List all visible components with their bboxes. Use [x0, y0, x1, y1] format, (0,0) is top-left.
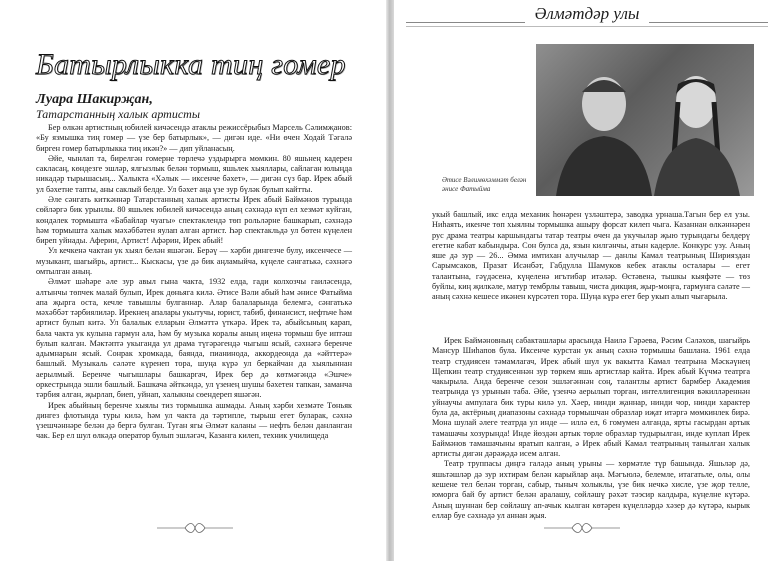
author-name: Луара Шакирҗан,: [36, 92, 153, 107]
paragraph: укый башлый, икс елда механик һөнәрен үзләштерә, заводка урнаша.Тагын бер ел узы. Ниһаять, икенче төп хыялны тормышка ашыру форсат килеп чыга. Казаннан өлкәннәрен рус драма театры каршындагы татар театры өчен да укучылар җыю турындагы белдерү егетне кабат кабындыра. Сон булса да, язын килгәнчы, атын кадерле. Конкурс узу. Аның яше дә зур — 26... Әмма имтихан алучылар — данлы Камал театрының Ширияздан Сарымсаков, Празат Исәнбәт, Габдулла Шамуков кебек атаклы осталары — егет талантына, гәүдәсенә, күңеленә игътибар итәләр. Өстәвенә, тышкы кыяфәте — төз буйлы, киң җилкәле, матур тембрлы тавыш, чиста дикция, җыр-моңга, гармунга сәләте — аның сәхнә кешесе икәнен күрсәтеп тора. Шуңа күрә егет бер укып алып чыгарыла.: [432, 210, 750, 302]
right-body-text-lower: [432, 336, 750, 521]
page-ornament-icon: [542, 521, 622, 535]
paragraph: Әле сәнгать киткәннәр Татарстанның халык артисты Ирек абый Баймәнов турында сөйләргә бик урынлы. 80 яшьлек юбилей кичәсендә аның сәхнәдә күп ел хезмәт куйган, көндәлек тормышта «Бабайлар чуагы» спектаклендә төп рольләрне башкарып, сәхнәдә һәм тормышта халык мәхәббәтен яулап алган артист. Һәр спектакльдә ул бөтен күңелен биреп уйнады. Аферин, Артист! Афәрин, Ирек абый!: [36, 194, 352, 246]
family-photo: [536, 44, 754, 196]
paragraph: Театр труппасы диңгә галәдә аның урыны — хөрмәтле түр башында. Яшьләр дә, яшьтәшләр дә зур ихтирам белән карыйлар аңа. Мәгъюлә, белемле, итагатьле, олы, олы кешене тел белән торган, сабыр, тыныч холыклы, үзе бик нечкә хисле, үзе җор телле, юморга бай бу артист белән аралашу, сөйләшү рәхәт тәэсир калдыра, күңелне күтәрә. Аның шуннан бер сөйләшү ап-ачык кылган көтәрен күңелләрдә хәзер дә күтәрә, кырык еллар буе сәхнәдә ул аннан җыя.: [432, 459, 750, 520]
paragraph: Әлмәт шәһәре әле зур авыл гына чакта, 1932 елда, гади колхозчы гаиләсендә, алтынчы төпчек малай булып, Ирек дөньяга килә. Әтисе Вәли абый һәм әнисе Фатыйма апа җырга оста, кечле тавышлы булганнар. Алар балаларында белемгә, сәнгатькә мәхәббәт тәрбиялиләр. Ирекнең апалары укытучы, юрист, табиб, финансист, нефтьче һәм артист булып китә. Ул балалык елларын Әлмәттә үткәрә. Ирек тә, абыйсының карап, бала чакта ук кулына гармун ала, һәм бу музыка коралы аның иңенә тормыш буе иптәш булып калган. Мәктәптә укыганда ул драма түгәрәгендә чыгыш ясый, сәхнәгә беренче адымнарын ясый. Сонрак хромкада, баянда, пианинода, аккордеонда да «әйттерә» башлый. Музыкаль сәләте күренеп тора, шуңа күрә ул беркайчан да хыялыннан аерылмый. Беренче чыгышлары башкаргач, Ирек бер дә көтмәгәндә «Эшче» оркестрында эшли башлый. Башкача әйткәндә, ул үзенең шушы бәхетен тапкан, заманча тәрбия алган, җырлап, биеп, уйнап, халыкны сөендереп яшәгән.: [36, 277, 352, 400]
page-ornament-icon: [155, 521, 235, 535]
photo-caption: Әтисе Вәлимөхәммәт белән әнисе Фатыйма: [442, 176, 527, 193]
paragraph: Әйе, чынлап та, бирелгән гомерне төрлечә уздырырга мөмкин. 80 яшьнең кадерен сакласаң, көндезге эшләр, ялгызлык белән тормыш, яшьлек хыяллары, сайлаган юлыңда никадәр тырышасың... Халыкта «Хәлык — иксенче бәхет», — дигән сүз бар. Ирек абый ул бәхетне тапты, аны саклый белде. Ул бәхет аңа үзе зур бүләк булып кайтты.: [36, 153, 352, 194]
paragraph: Ул кечкенә чактан ук хыял белән яшәгән. Берәү — хәрби дингезче булу, иксенчесе — музыкант, шагыйрь, артист... Кыскасы, үзе дә бик аңламыйча, күңеле сәнгатькә, сәхнәгә омтылган аның.: [36, 246, 352, 276]
paragraph: Бер өлкән артистның юбилей кичәсендә атаклы режиссёрыбыз Марсель Сәлимҗанов: «Бу язмышка тиң гомер — үзе бер батырлык», — дигән иде. «Ни өчен Ходай Тәгалә бирген гомер батырлыкка тиң икән?» — дип уйланасың.: [36, 123, 352, 153]
right-body-text-upper: [432, 210, 750, 303]
paragraph: Ирек абыйның беренче хыялы тиз тормышка ашмады. Аның хәрби хезмәте Төньяк дингез флотында туры килә, һәм ул чакта да тәртипле, тырыш егет буларак, сәхнә үзешчәннәре белән дә бергә булган. Туган ягы Әлмәт каланы — нефть белән данланган чак. Бер ел шул өлкәдә оператор булып эшләгәч, Казанга килеп, техник училищеда: [36, 400, 352, 441]
left-body-text: [36, 123, 352, 442]
author-role: Татарстанның халык артисты: [36, 107, 200, 121]
running-head: Әлмәтдәр улы: [394, 4, 780, 24]
book-gutter: [386, 0, 394, 561]
header-rule: [406, 26, 768, 27]
paragraph: Ирек Баймәновның сабакташлары арасында Наилә Гәрәева, Рәсим Сәләхов, шагыйрь Мансур Шиһапов була. Иксенче курстан ук аның сәхнә тормышы башлана. 1961 елда театр студиясен тәмамлагач, Ирек абый шул ук вакытта Камал театрына Мәскәүнең Щепкин театр студиясеннән зур төркем яшь артистлар кайта. Ирек абый Күчмә театрга чакырыла. Анда беренче сезон эшләгәннән соң, талантлы артист бармбер Академия театрында үз урынын таба. Әйе, үзенчә аерылып торган, интеллигенция вәкилләреннән уйнаучы ампулага бик туры килә ул. Хәер, нинди җаннар, нинди чор, нинди характер була да, актёрның диапазоны сәхнәдә тормышчан образлар иҗат итәргә мөмкинлек бирә. Мона шулай әлеге театрда ул инде — иллә ел, 6 гомумен алганда, ярты гасырдан артык тамашачы хозурында! Инде йөздән артык төрле образлар тудырылган, инде куплап Ирек Баймәнов тамашачыны яратып калган, ә Ирек абый Камал театрының танылган халык артисты дигән дәрәҗәдә исем алган.: [432, 336, 750, 459]
photo-illustration-icon: [536, 44, 754, 196]
right-page: [394, 0, 780, 561]
left-page: [0, 0, 386, 561]
article-title: Батырлыкка тиң гомер: [36, 48, 346, 81]
